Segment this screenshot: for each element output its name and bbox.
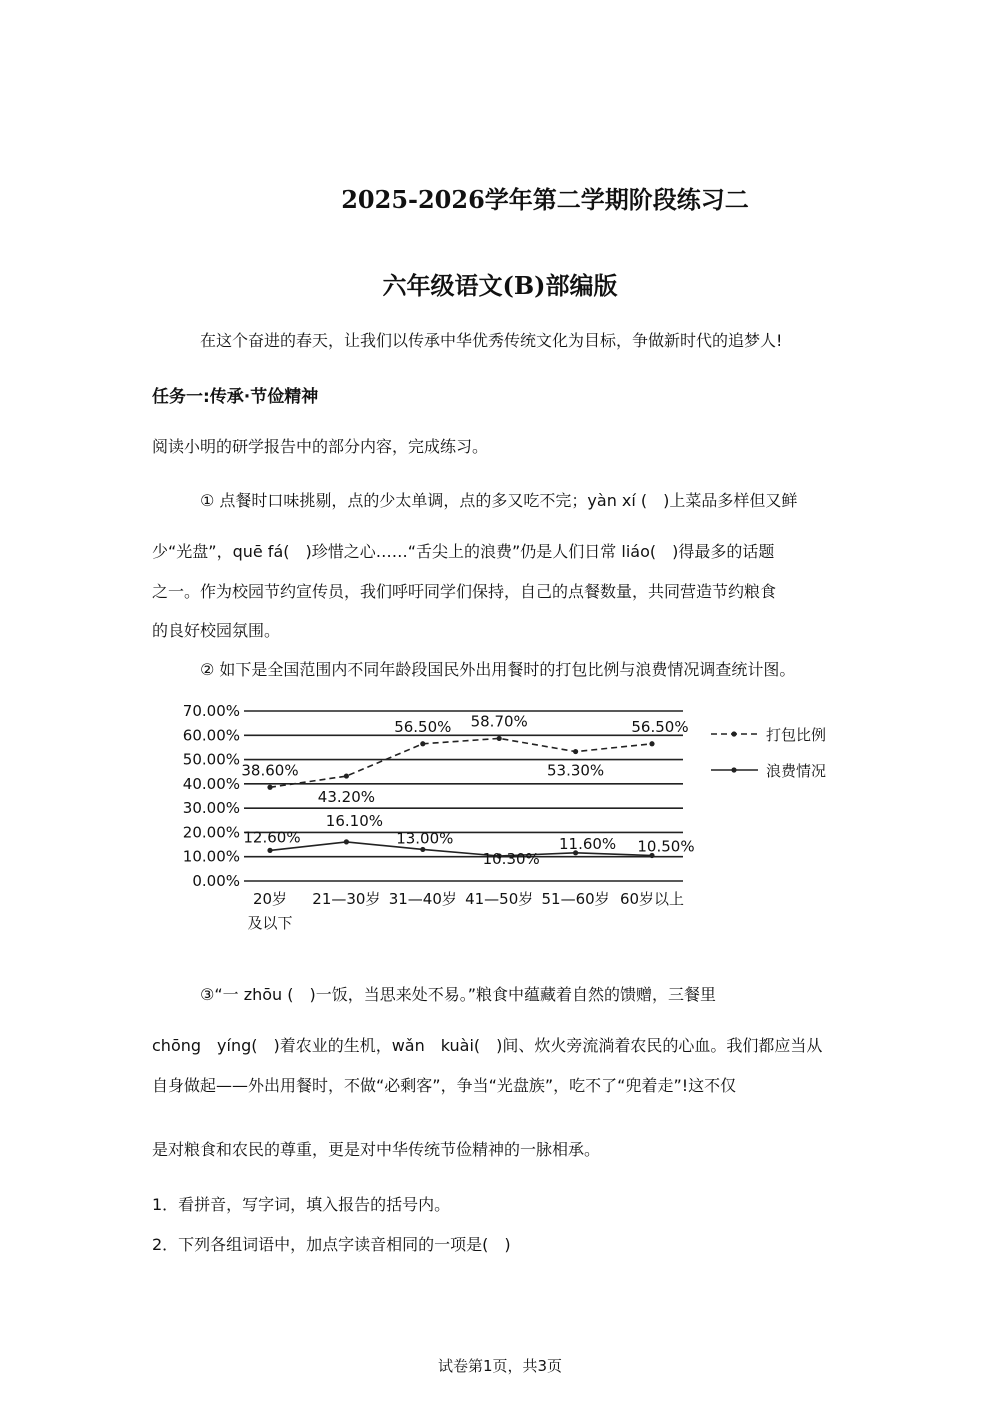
data-label: 13.00% bbox=[396, 829, 454, 848]
y-tick-label: 30.00% bbox=[182, 799, 240, 818]
data-point bbox=[420, 847, 425, 852]
para3-line3: 自身做起——外出用餐时，不做“必剩客”，争当“光盘族”，吃不了“兜着走”!这不仅 bbox=[152, 1076, 737, 1095]
para3-line4: 是对粮食和农民的尊重，更是对中华传统节俭精神的一脉相承。 bbox=[152, 1140, 601, 1159]
exam-title: 2025-2026学年第二学期阶段练习二 bbox=[341, 185, 749, 214]
x-tick-label: 51—60岁 bbox=[541, 890, 610, 908]
question-1: 1．看拼音，写字词，填入报告的括号内。 bbox=[152, 1195, 451, 1214]
data-label: 56.50% bbox=[394, 717, 452, 736]
data-label: 58.70% bbox=[470, 712, 528, 731]
y-tick-label: 50.00% bbox=[182, 750, 240, 769]
legend-marker bbox=[731, 731, 736, 736]
para3-line2: chōng yíng( )着农业的生机，wǎn kuài( )间、炊火旁流淌着农民的心血。我们都应当从 bbox=[152, 1036, 823, 1055]
y-tick-label: 40.00% bbox=[182, 774, 240, 793]
data-label: 38.60% bbox=[241, 761, 299, 780]
task-heading: 任务一:传承·节俭精神 bbox=[152, 387, 319, 407]
x-tick-label: 41—50岁 bbox=[465, 890, 534, 908]
data-point bbox=[497, 736, 502, 741]
legend-label: 打包比例 bbox=[766, 726, 827, 744]
question-2: 2．下列各组词语中，加点字读音相同的一项是( ) bbox=[152, 1235, 511, 1254]
data-label: 10.50% bbox=[637, 837, 695, 856]
para1-line1: ① 点餐时口味挑剔，点的少太单调，点的多又吃不完；yàn xí ( )上菜品多样但又鲜 bbox=[200, 491, 798, 510]
y-tick-label: 70.00% bbox=[182, 702, 240, 720]
data-label: 56.50% bbox=[631, 717, 689, 736]
data-point bbox=[420, 741, 425, 746]
data-label: 53.30% bbox=[546, 761, 605, 780]
para3-line1: ③“一 zhōu ( )一饭，当思来处不易。”粮食中蕴藏着自然的馈赠，三餐里 bbox=[200, 985, 717, 1004]
para2-text: ② 如下是全国范围内不同年龄段国民外出用餐时的打包比例与浪费情况调查统计图。 bbox=[200, 660, 796, 679]
exam-subtitle: 六年级语文(B)部编版 bbox=[382, 271, 618, 300]
instruction-text: 阅读小明的研学报告中的部分内容，完成练习。 bbox=[152, 437, 489, 456]
x-axis-ticks bbox=[247, 890, 684, 932]
data-label: 11.60% bbox=[558, 834, 617, 853]
survey-line-chart bbox=[168, 698, 868, 943]
data-label: 10.30% bbox=[482, 849, 540, 868]
data-label: 12.60% bbox=[243, 828, 301, 847]
x-tick-label: 21—30岁 bbox=[312, 890, 381, 908]
x-tick-label: 及以下 bbox=[247, 914, 293, 932]
data-point bbox=[267, 785, 272, 790]
intro-text: 在这个奋进的春天，让我们以传承中华优秀传统文化为目标，争做新时代的追梦人! bbox=[200, 331, 783, 350]
y-axis-ticks bbox=[183, 702, 240, 890]
para1-line3: 之一。作为校园节约宣传员，我们呼吁同学们保持，自己的点餐数量，共同营造节约粮食 bbox=[152, 582, 777, 601]
data-point bbox=[344, 773, 349, 778]
y-tick-label: 0.00% bbox=[192, 872, 240, 890]
para1-line2: 少“光盘”，quē fá( )珍惜之心……“舌尖上的浪费”仍是人们日常 liáo( )得最多的话题 bbox=[152, 542, 775, 561]
page-footer: 试卷第1页，共3页 bbox=[437, 1357, 563, 1375]
x-tick-label: 60岁以上 bbox=[619, 890, 685, 908]
para1-line4: 的良好校园氛围。 bbox=[152, 621, 281, 640]
data-point bbox=[344, 839, 349, 844]
legend-label: 浪费情况 bbox=[766, 762, 827, 780]
data-point bbox=[573, 749, 578, 754]
x-tick-label: 20岁 bbox=[252, 890, 288, 908]
chart-grid bbox=[244, 711, 683, 881]
chart-legend bbox=[711, 726, 826, 780]
y-tick-label: 10.00% bbox=[182, 847, 240, 866]
data-label: 43.20% bbox=[317, 788, 376, 807]
x-tick-label: 31—40岁 bbox=[388, 890, 457, 908]
data-point bbox=[649, 741, 654, 746]
y-tick-label: 60.00% bbox=[182, 726, 240, 745]
data-point bbox=[267, 848, 272, 853]
data-label: 16.10% bbox=[325, 811, 384, 830]
legend-marker bbox=[731, 767, 736, 772]
y-tick-label: 20.00% bbox=[182, 823, 240, 842]
